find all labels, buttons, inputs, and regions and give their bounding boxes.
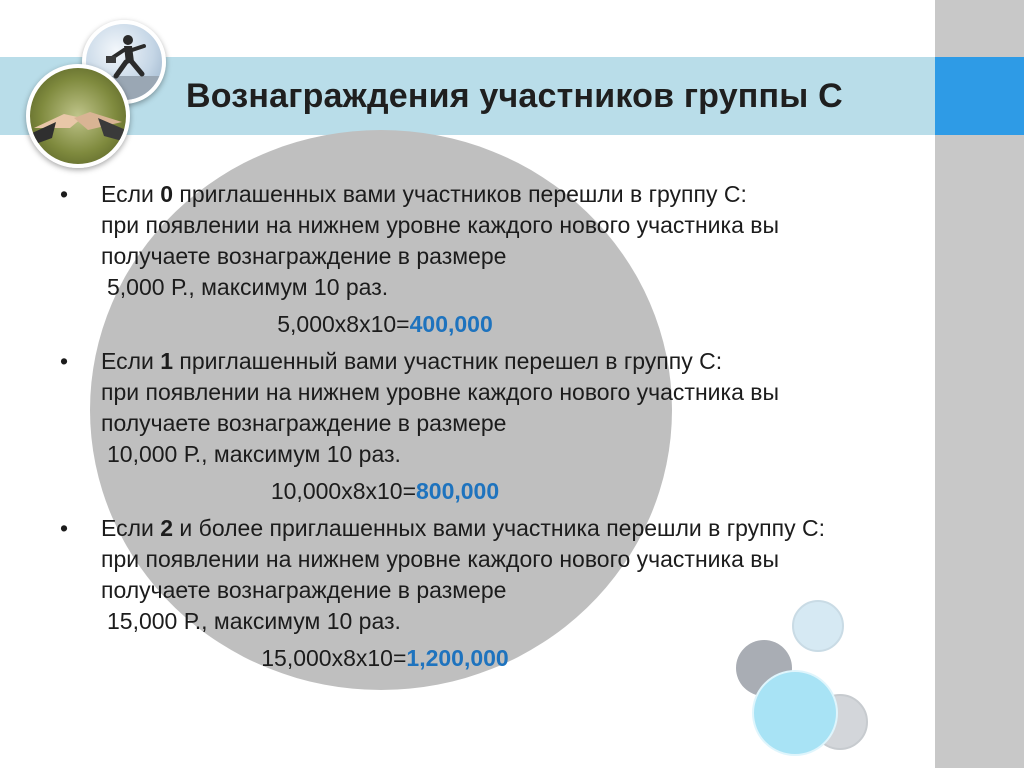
item-heading: Если 1 приглашенный вами участник перешел в группу С: <box>101 348 723 374</box>
item-heading: Если 2 и более приглашенных вами участника перешли в группу С: <box>101 515 825 541</box>
item-description: получаете вознаграждение в размере <box>101 577 507 603</box>
item-description: получаете вознаграждение в размере <box>101 410 507 436</box>
list-item <box>60 346 1000 470</box>
reward-amount: 10,000 Р., максимум 10 раз. <box>107 441 401 467</box>
bullet-icon: • <box>60 181 69 207</box>
bullet-icon: • <box>60 515 69 541</box>
reward-amount: 5,000 Р., максимум 10 раз. <box>107 274 389 300</box>
calculation-result: 800,000 <box>416 478 500 504</box>
list-item <box>60 513 1000 637</box>
item-description: при появлении на нижнем уровне каждого нового участника вы <box>101 546 780 572</box>
reward-amount: 15,000 Р., максимум 10 раз. <box>107 608 401 634</box>
list-item <box>60 179 1000 303</box>
item-description: при появлении на нижнем уровне каждого нового участника вы <box>101 212 780 238</box>
decorative-circle <box>752 670 838 756</box>
slide-title: Вознаграждения участников группы С <box>186 77 843 115</box>
handshake-photo-image <box>26 64 130 168</box>
calculation-result: 400,000 <box>409 311 493 337</box>
invite-count: 0 <box>160 181 174 207</box>
item-description: получаете вознаграждение в размере <box>101 243 507 269</box>
bullet-list <box>60 179 1000 680</box>
invite-count: 1 <box>160 348 174 374</box>
title-accent-block <box>935 57 1024 135</box>
item-description: при появлении на нижнем уровне каждого нового участника вы <box>101 379 780 405</box>
bullet-icon: • <box>60 348 69 374</box>
calculation: 10,000x8x10=800,000 <box>270 478 500 504</box>
calculation: 15,000x8x10=1,200,000 <box>261 645 509 671</box>
calculation: 5,000x8x10=400,000 <box>277 311 493 337</box>
item-heading: Если 0 приглашенных вами участников перешли в группу С: <box>101 181 747 207</box>
calculation-result: 1,200,000 <box>406 645 509 671</box>
decorative-circle <box>792 600 844 652</box>
invite-count: 2 <box>160 515 174 541</box>
